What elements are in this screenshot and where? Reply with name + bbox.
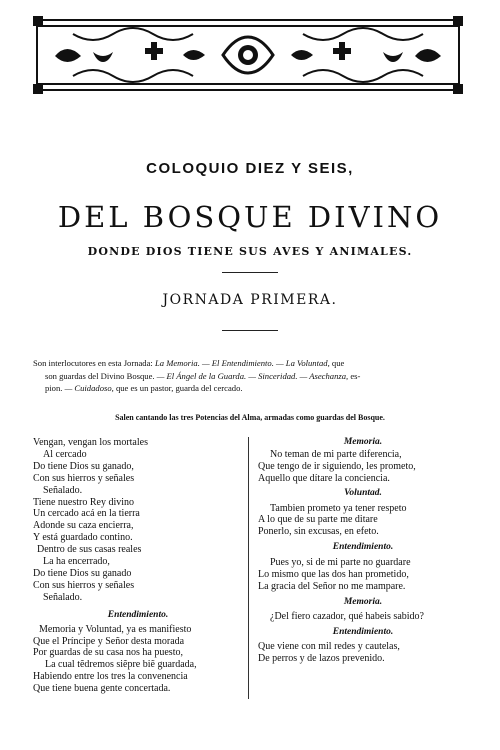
speaker-name: Memoria. — [343, 596, 383, 607]
speaker-name: Memoria. — [343, 437, 383, 447]
verse-line: Con sus hierros y señales — [33, 579, 135, 591]
verse-line: Tiene nuestro Rey divino — [33, 496, 135, 508]
verse-line: Aquello que dítare la conciencia. — [258, 472, 390, 484]
verse-line: Adonde su caza encierra, — [33, 520, 134, 532]
verse-line: Un cercado acá en la tierra — [33, 508, 140, 520]
verse-line: Memoria y Voluntad, ya es manifiesto — [39, 623, 192, 635]
verse-line: ¿Del fiero cazador, qué habeis sabido? — [270, 610, 424, 622]
verse-line: Dentro de sus casas reales — [37, 544, 142, 556]
page-title: DEL BOSQUE DIVINO — [57, 200, 443, 234]
speaker-name: Entendimiento. — [332, 542, 394, 553]
left-column — [33, 437, 243, 695]
verse-line: Al cercado — [43, 448, 87, 460]
verse-line: Ponerlo, sin excusas, en efeto. — [258, 526, 379, 538]
dramatis-personae: Son interlocutores en esta Jornada: La Memoria. — El Entendimiento. — La Voluntad, que son guardas del Divino Bosque. — El Ángel de la Guarda. — Sinceridad. — Asechanza, es- pion. — Cuidadoso, que es un pastor, guarda del cercado. — [33, 358, 361, 393]
verse-line: Que tiene buena gente concertada. — [33, 683, 171, 695]
verse-line: Por guardas de su casa nos ha puesto, — [33, 647, 183, 659]
right-column — [258, 437, 468, 664]
verse-line: Señalado. — [43, 591, 83, 603]
verse-line: Tambien prometo ya tener respeto — [270, 502, 407, 514]
verse-line: Vengan, vengan los mortales — [33, 437, 148, 448]
verse-line: No teman de mi parte diferencia, — [270, 448, 402, 460]
verse-line: Que tengo de ir siguiendo, les prometo, — [258, 460, 416, 472]
verse-line: La cual tẽdremos siẽpre biẽ guardada, — [45, 659, 197, 671]
colloquy-number: COLOQUIO DIEZ Y SEIS, — [146, 160, 354, 177]
verse-line: Y está guardado contino. — [33, 532, 133, 544]
subtitle: DONDE DIOS TIENE SUS AVES Y ANIMALES. — [87, 245, 413, 258]
speaker-name: Entendimiento. — [107, 609, 169, 620]
divider-rule — [222, 330, 278, 331]
verse-line: Do tiene Dios su ganado, — [33, 460, 134, 472]
column-divider — [248, 437, 249, 699]
verse-line: Que el Príncipe y Señor desta morada — [33, 635, 185, 647]
speaker-name: Entendimiento. — [332, 626, 394, 637]
verse-line: Habiendo entre los tres la convenencia — [33, 671, 188, 683]
verse-line: Pues yo, si de mi parte no guardare — [270, 557, 411, 569]
verse-line: De perros y de lazos prevenido. — [258, 652, 385, 664]
verse-line: A lo que de su parte me ditare — [258, 514, 378, 526]
verse-line: Con sus hierros y señales — [33, 472, 135, 484]
verse-line: Lo mismo que las dos han prometido, — [258, 569, 409, 581]
act-heading: JORNADA PRIMERA. — [162, 292, 338, 308]
verse-line: Señalado. — [43, 484, 83, 496]
verse-line: La ha encerrado, — [43, 556, 110, 568]
stage-direction: Salen cantando las tres Potencias del Alma, armadas como guardas del Bosque. — [115, 413, 385, 422]
verse-line: Que viene con mil redes y cautelas, — [258, 640, 400, 652]
verse-line: La gracia del Señor no me mampare. — [258, 580, 406, 592]
verse-line: Do tiene Dios su ganado — [33, 567, 132, 579]
ornamental-header-band — [33, 12, 463, 98]
divider-rule — [222, 272, 278, 273]
speaker-name: Voluntad. — [344, 487, 382, 498]
